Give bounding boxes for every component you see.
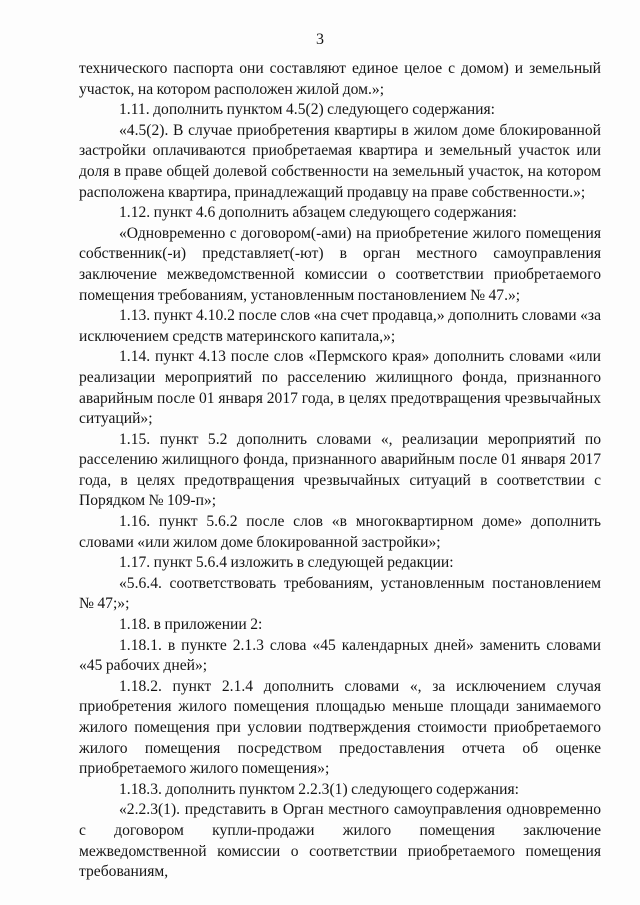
paragraph-1-14: 1.14. пункт 4.13 после слов «Пермского края» дополнить словами «или реализации мероприятий по расселению жилищного фонда, признанного аварийным после 01 января 2017 года, в целях предотвращения чрезвычайных ситуаций»; xyxy=(79,348,601,428)
paragraph-1-17: 1.17. пункт 5.6.4 изложить в следующей редакции: xyxy=(119,554,454,572)
paragraph-1-12: 1.12. пункт 4.6 дополнить абзацем следующего содержания: xyxy=(119,204,517,222)
paragraph-quote-5-6-4: «5.6.4. соответствовать требованиям, установленным постановлением № 47;»; xyxy=(79,574,601,613)
paragraph-quote-4-6: «Одновременно с договором(-ами) на приобретение жилого помещения собственник(-и) представляет(-ют) в орган местного самоуправления заключение межведомственной комиссии о соответствии приобретаемого помещения требованиям, установленным постановлением № 47.»; xyxy=(79,224,601,304)
paragraph-1-18: 1.18. в приложении 2: xyxy=(119,616,263,634)
document-body xyxy=(79,59,601,883)
paragraph-quote-2-2-3-1: «2.2.3(1). представить в Орган местного самоуправления одновременно с договором купли-продажи жилого помещения заключение межведомственной комиссии о соответствии приобретаемого помещения требованиям, xyxy=(79,801,601,881)
paragraph-1-18-2: 1.18.2. пункт 2.1.4 дополнить словами «, за исключением случая приобретения жилого помещения площадью меньше площади занимаемого жилого помещения при условии подтверждения стоимости приобретаемого жилого помещения посредством предоставления отчета об оценке приобретаемого жилого помещения»; xyxy=(79,677,601,778)
paragraph-1-13: 1.13. пункт 4.10.2 после слов «на счет продавца,» дополнить словами «за исключением средств материнского капитала,»; xyxy=(79,307,601,345)
paragraph-quote-4-5-2: «4.5(2). В случае приобретения квартиры в жилом доме блокированной застройки оплачиваются приобретаемая квартира и земельный участок или доля в праве общей долевой собственности на земельный участок, на котором расположена квартира, принадлежащий продавцу на праве собственности.»; xyxy=(79,121,601,201)
page-number: 3 xyxy=(316,31,324,48)
paragraph-1-11: 1.11. дополнить пунктом 4.5(2) следующего содержания: xyxy=(119,101,496,119)
paragraph-1-18-1: 1.18.1. в пункте 2.1.3 слова «45 календарных дней» заменить словами «45 рабочих дней»; xyxy=(79,636,601,675)
paragraph-1-15: 1.15. пункт 5.2 дополнить словами «, реализации мероприятий по расселению жилищного фонда, признанного аварийным после 01 января 2017 года, в целях предотвращения чрезвычайных ситуаций в соответствии с Порядком № 109-п»; xyxy=(79,430,601,510)
paragraph-1-16: 1.16. пункт 5.6.2 после слов «в многоквартирном доме» дополнить словами «или жилом доме блокированной застройки»; xyxy=(79,513,601,551)
paragraph-continuation: технического паспорта они составляют единое целое с домом) и земельный участок, на котором расположен жилой дом.»; xyxy=(79,60,601,98)
paragraph-1-18-3: 1.18.3. дополнить пунктом 2.2.3(1) следующего содержания: xyxy=(119,780,519,798)
